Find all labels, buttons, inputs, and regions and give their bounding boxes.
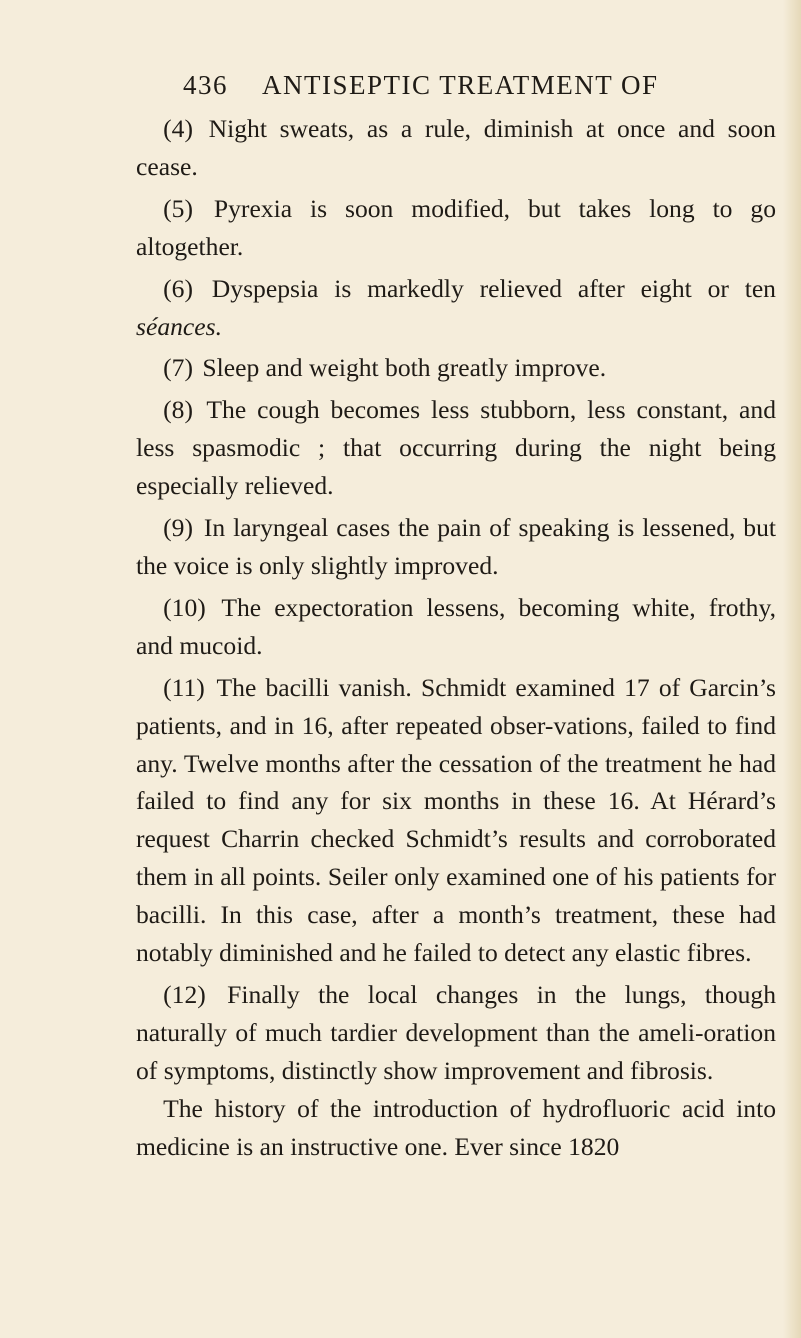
item-italic-word: séances. xyxy=(136,311,222,341)
running-title: ANTISEPTIC TREATMENT OF xyxy=(262,70,659,100)
item-text: In laryngeal cases the pain of speaking is lessened, but the voice is only slightly improved. xyxy=(136,513,776,580)
item-number: (5) xyxy=(163,193,193,223)
page-edge-shading xyxy=(783,0,801,1338)
item-number: (7) xyxy=(163,353,193,383)
item-number: (8) xyxy=(163,395,193,425)
item-text: Sleep and weight both greatly improve. xyxy=(202,353,607,383)
item-text: Pyrexia is soon modified, but takes long to go altogether. xyxy=(136,193,776,261)
page-number: 436 xyxy=(183,70,228,100)
list-item-7 xyxy=(136,349,776,387)
list-item-11 xyxy=(136,669,776,972)
list-item-9 xyxy=(136,509,776,585)
item-number: (10) xyxy=(163,592,206,622)
item-number: (12) xyxy=(163,979,206,1009)
list-item-8 xyxy=(136,391,776,505)
item-number: (11) xyxy=(163,672,205,702)
list-item-12 xyxy=(136,976,776,1090)
list-item-10 xyxy=(136,589,776,665)
list-item-6 xyxy=(136,270,776,346)
item-text: Dyspepsia is markedly relieved after eight or ten xyxy=(211,273,776,303)
item-text: Finally the local changes in the lungs, though naturally of much tardier development than the ameli-oration of symptoms, distinctly show improvement and fibrosis. xyxy=(136,979,777,1085)
list-item-5 xyxy=(136,190,776,266)
item-text: Night sweats, as a rule, diminish at once and soon cease. xyxy=(136,114,776,181)
item-number: (6) xyxy=(163,273,193,303)
item-text: The bacilli vanish. Schmidt examined 17 of Garcin’s patients, and in 16, after repeated obser-vations, failed to find any. Twelve months after the cessation of the treatment he had failed to find any for six months in these 16. At Hérard’s request Charrin checked Schmidt’s results and corroborated them in all points. Seiler only examined one of his patients for bacilli. In this case, after a month’s treatment, these had notably diminished and he failed to detect any elastic fibres. xyxy=(136,672,777,968)
item-text: The cough becomes less stubborn, less constant, and less spasmodic ; that occurring during the night being especially relieved. xyxy=(136,395,777,501)
body-text xyxy=(136,110,776,1165)
item-number: (9) xyxy=(163,513,193,543)
item-number: (4) xyxy=(163,114,193,143)
item-text: The expectoration lessens, becoming white, frothy, and mucoid. xyxy=(136,592,777,660)
running-head xyxy=(183,70,683,106)
closing-paragraph: The history of the introduction of hydrofluoric acid into medicine is an instructive one. Ever since 1820 xyxy=(136,1093,776,1161)
list-item-4 xyxy=(136,110,776,186)
